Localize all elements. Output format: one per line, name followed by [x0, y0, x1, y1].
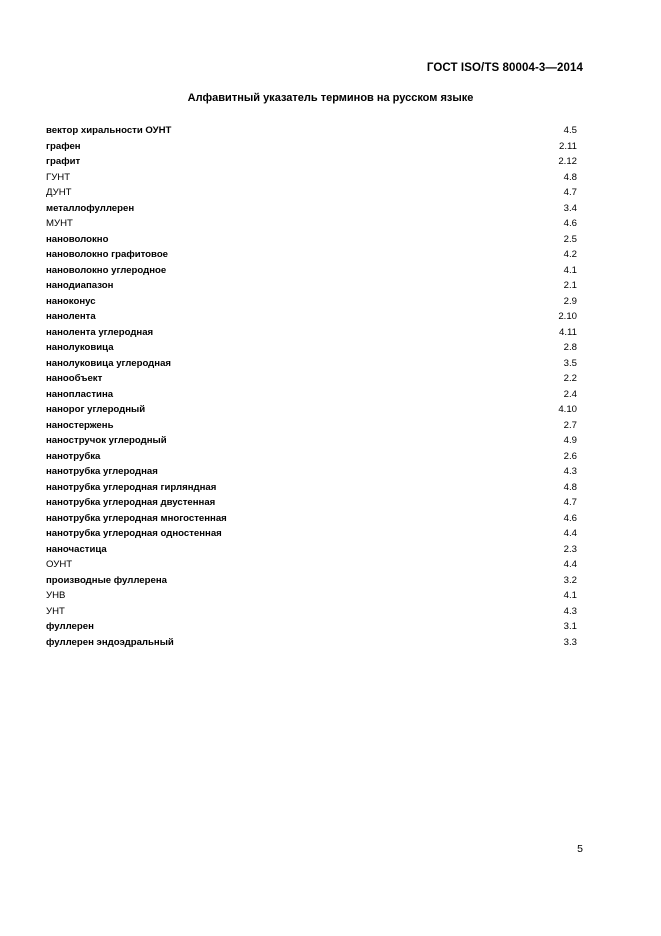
index-entry	[46, 604, 577, 620]
index-reference: 4.2	[563, 249, 577, 260]
index-entry	[46, 433, 577, 449]
index-entry	[46, 247, 577, 263]
page-number: 5	[577, 843, 583, 855]
index-term: нанотрубка углеродная многостенная	[46, 512, 227, 524]
index-entry	[46, 619, 577, 635]
index-reference: 4.7	[563, 497, 577, 508]
index-term: нанотрубка углеродная гирляндная	[46, 481, 217, 493]
index-term: наночастица	[46, 543, 107, 555]
index-term: фуллерен эндоэдральный	[46, 636, 174, 648]
page-title: Алфавитный указатель терминов на русском языке	[187, 92, 474, 104]
index-entry	[46, 635, 577, 651]
index-term: фуллерен	[46, 621, 94, 632]
index-term: нановолокно углеродное	[46, 264, 167, 276]
index-term: нанолента углеродная	[46, 326, 154, 338]
index-entry	[46, 278, 577, 294]
index-term: графит	[46, 156, 81, 167]
index-reference: 2.5	[563, 233, 577, 245]
index-entry	[46, 402, 577, 418]
index-entry	[46, 356, 577, 372]
index-term: производные фуллерена	[46, 574, 167, 586]
index-reference: 2.8	[563, 342, 577, 353]
index-reference: 3.5	[563, 357, 577, 369]
index-term: нанолуковица углеродная	[46, 357, 172, 369]
index-term: металлофуллерен	[46, 202, 135, 214]
index-term: МУНТ	[46, 218, 73, 229]
index-entry	[46, 495, 577, 511]
index-reference: 2.9	[563, 295, 577, 307]
index-entry	[46, 294, 577, 310]
index-entry	[46, 449, 577, 465]
index-term: нановолокно графитовое	[46, 249, 169, 260]
index-reference: 4.7	[563, 187, 577, 198]
index-reference: 2.10	[558, 311, 577, 322]
index-entry	[46, 309, 577, 325]
index-reference: 3.3	[563, 636, 577, 648]
index-term: нанотрубка углеродная	[46, 466, 158, 477]
index-entry	[46, 511, 577, 527]
index-entry	[46, 201, 577, 217]
index-entry	[46, 418, 577, 434]
index-term: нанообъект	[46, 373, 103, 384]
index-entry	[46, 588, 577, 604]
standard-designation: ГОСТ ISO/TS 80004-3—2014	[426, 62, 583, 74]
index-reference: 4.1	[563, 590, 577, 601]
index-entry	[46, 139, 577, 155]
index-reference: 2.7	[563, 419, 577, 431]
index-entry	[46, 480, 577, 496]
term-index-list	[46, 123, 577, 650]
index-entry	[46, 557, 577, 573]
index-term: УНВ	[46, 590, 66, 601]
index-reference: 4.8	[563, 481, 577, 493]
index-entry	[46, 464, 577, 480]
index-term: нанолента	[46, 311, 96, 322]
index-reference: 4.4	[563, 528, 577, 539]
index-reference: 4.11	[559, 326, 577, 338]
index-entry	[46, 325, 577, 341]
index-entry	[46, 371, 577, 387]
index-term: наностержень	[46, 419, 114, 431]
index-entry	[46, 387, 577, 403]
index-reference: 4.3	[563, 466, 577, 477]
index-term: вектор хиральности ОУНТ	[46, 125, 172, 136]
index-reference: 4.10	[558, 404, 577, 415]
index-reference: 2.12	[558, 156, 577, 167]
index-term: ОУНТ	[46, 559, 73, 570]
index-entry	[46, 340, 577, 356]
index-reference: 4.6	[563, 218, 577, 229]
index-term: нанотрубка	[46, 450, 101, 462]
index-entry	[46, 185, 577, 201]
index-entry	[46, 542, 577, 558]
index-reference: 2.1	[563, 280, 577, 291]
index-entry	[46, 526, 577, 542]
index-entry	[46, 263, 577, 279]
index-term: УНТ	[46, 605, 65, 617]
index-term: нанодиапазон	[46, 280, 114, 291]
index-reference: 4.3	[563, 605, 577, 617]
index-term: нанотрубка углеродная двустенная	[46, 497, 216, 508]
index-reference: 4.1	[563, 264, 577, 276]
index-entry	[46, 154, 577, 170]
index-reference: 3.1	[563, 621, 577, 632]
index-term: нанопластина	[46, 388, 114, 400]
index-reference: 4.5	[563, 125, 577, 136]
index-term: нанолуковица	[46, 342, 114, 353]
index-entry	[46, 123, 577, 139]
index-reference: 2.2	[563, 373, 577, 384]
index-term: графен	[46, 140, 81, 152]
index-reference: 2.4	[563, 388, 577, 400]
index-reference: 3.4	[563, 202, 577, 214]
index-reference: 3.2	[563, 574, 577, 586]
index-entry	[46, 216, 577, 232]
index-reference: 4.8	[563, 171, 577, 183]
index-reference: 4.6	[563, 512, 577, 524]
index-entry	[46, 232, 577, 248]
index-reference: 2.11	[559, 140, 577, 152]
index-entry	[46, 170, 577, 186]
index-term: ГУНТ	[46, 171, 71, 183]
index-term: нановолокно	[46, 233, 109, 245]
index-entry	[46, 573, 577, 589]
index-reference: 4.9	[563, 435, 577, 446]
index-term: нанорог углеродный	[46, 404, 146, 415]
index-term: ДУНТ	[46, 187, 72, 198]
index-reference: 2.6	[563, 450, 577, 462]
index-reference: 2.3	[563, 543, 577, 555]
index-reference: 4.4	[563, 559, 577, 570]
index-term: наноконус	[46, 295, 96, 307]
index-term: нанотрубка углеродная одностенная	[46, 528, 222, 539]
index-term: наностручок углеродный	[46, 435, 167, 446]
